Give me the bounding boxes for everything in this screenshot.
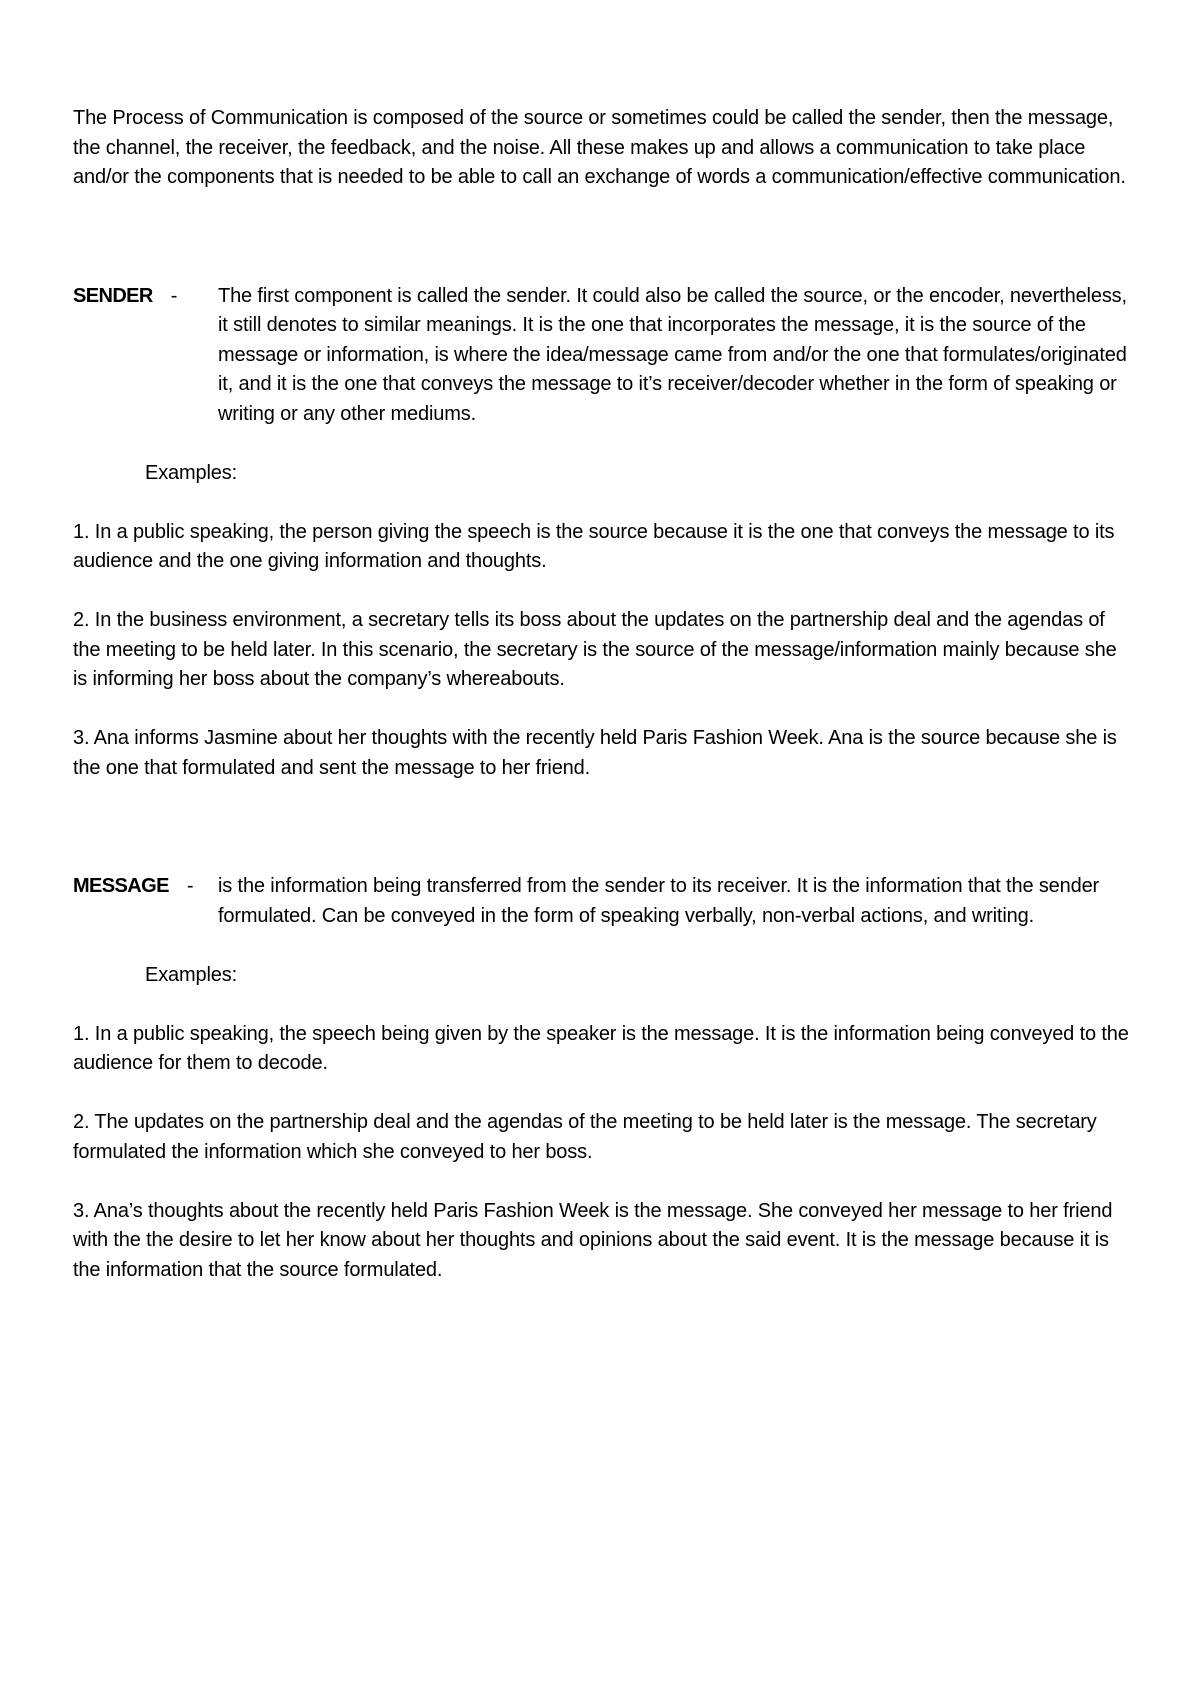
example-item: 2. In the business environment, a secretary tells its boss about the updates on the partnership deal and the agendas of the meeting to be held later. In this scenario, the secretary is the source of the message/information mainly because she is informing her boss about the company’s whereabouts. [73, 609, 1117, 690]
example-item: 2. The updates on the partnership deal and the agendas of the meeting to be held later is the message. The secretary formulated the information which she conveyed to her boss. [73, 1111, 1097, 1163]
term-definition-sender: The first component is called the sender. It could also be called the source, or the encoder, nevertheless, it still denotes to similar meanings. It is the one that incorporates the message, it is the source of the message or information, is where the idea/message came from and/or the one that formulates/originated it, and it is the one that conveys the message to it’s receiver/decoder whether in the form of speaking or writing or any other mediums. [218, 284, 1127, 425]
example-item: 3. Ana informs Jasmine about her thoughts with the recently held Paris Fashion Week. Ana is the source because she is the one that formulated and sent the message to her friend. [73, 727, 1117, 779]
example-item: 1. In a public speaking, the person giving the speech is the source because it is the one that conveys the message to its audience and the one giving information and thoughts. [73, 520, 1115, 572]
term-name-message: MESSAGE [73, 875, 169, 897]
examples-heading: Examples: [145, 963, 238, 986]
term-name-sender: SENDER [73, 284, 153, 307]
examples-heading: Examples: [145, 461, 238, 484]
term-dash: - [186, 875, 194, 897]
example-item: 3. Ana’s thoughts about the recently held Paris Fashion Week is the message. She conveyed her message to her friend with the the desire to let her know about her thoughts and opinions about the said event. It is the message because it is the information that the source formulated. [73, 1199, 1113, 1281]
intro-paragraph: The Process of Communication is composed of the source or sometimes could be called the sender, then the message, the channel, the receiver, the feedback, and the noise. All these makes up and allows a communication to take place and/or the components that is needed to be able to call an exchange of words a communication/effective communication. [73, 107, 1126, 188]
term-row-sender [73, 282, 1133, 430]
section-message [73, 872, 1133, 1285]
term-head [73, 872, 218, 902]
term-definition-message: is the information being transferred from the sender to its receiver. It is the information that the sender formulated. Can be conveyed in the form of speaking verbally, non-verbal actions, and writing. [218, 875, 1100, 927]
example-item: 1. In a public speaking, the speech being given by the speaker is the message. It is the information being conveyed to the audience for them to decode. [73, 1022, 1129, 1074]
term-head [73, 282, 218, 312]
term-dash: - [170, 284, 178, 307]
section-sender [73, 282, 1133, 784]
document-page [73, 104, 1133, 1285]
term-row-message [73, 872, 1133, 931]
